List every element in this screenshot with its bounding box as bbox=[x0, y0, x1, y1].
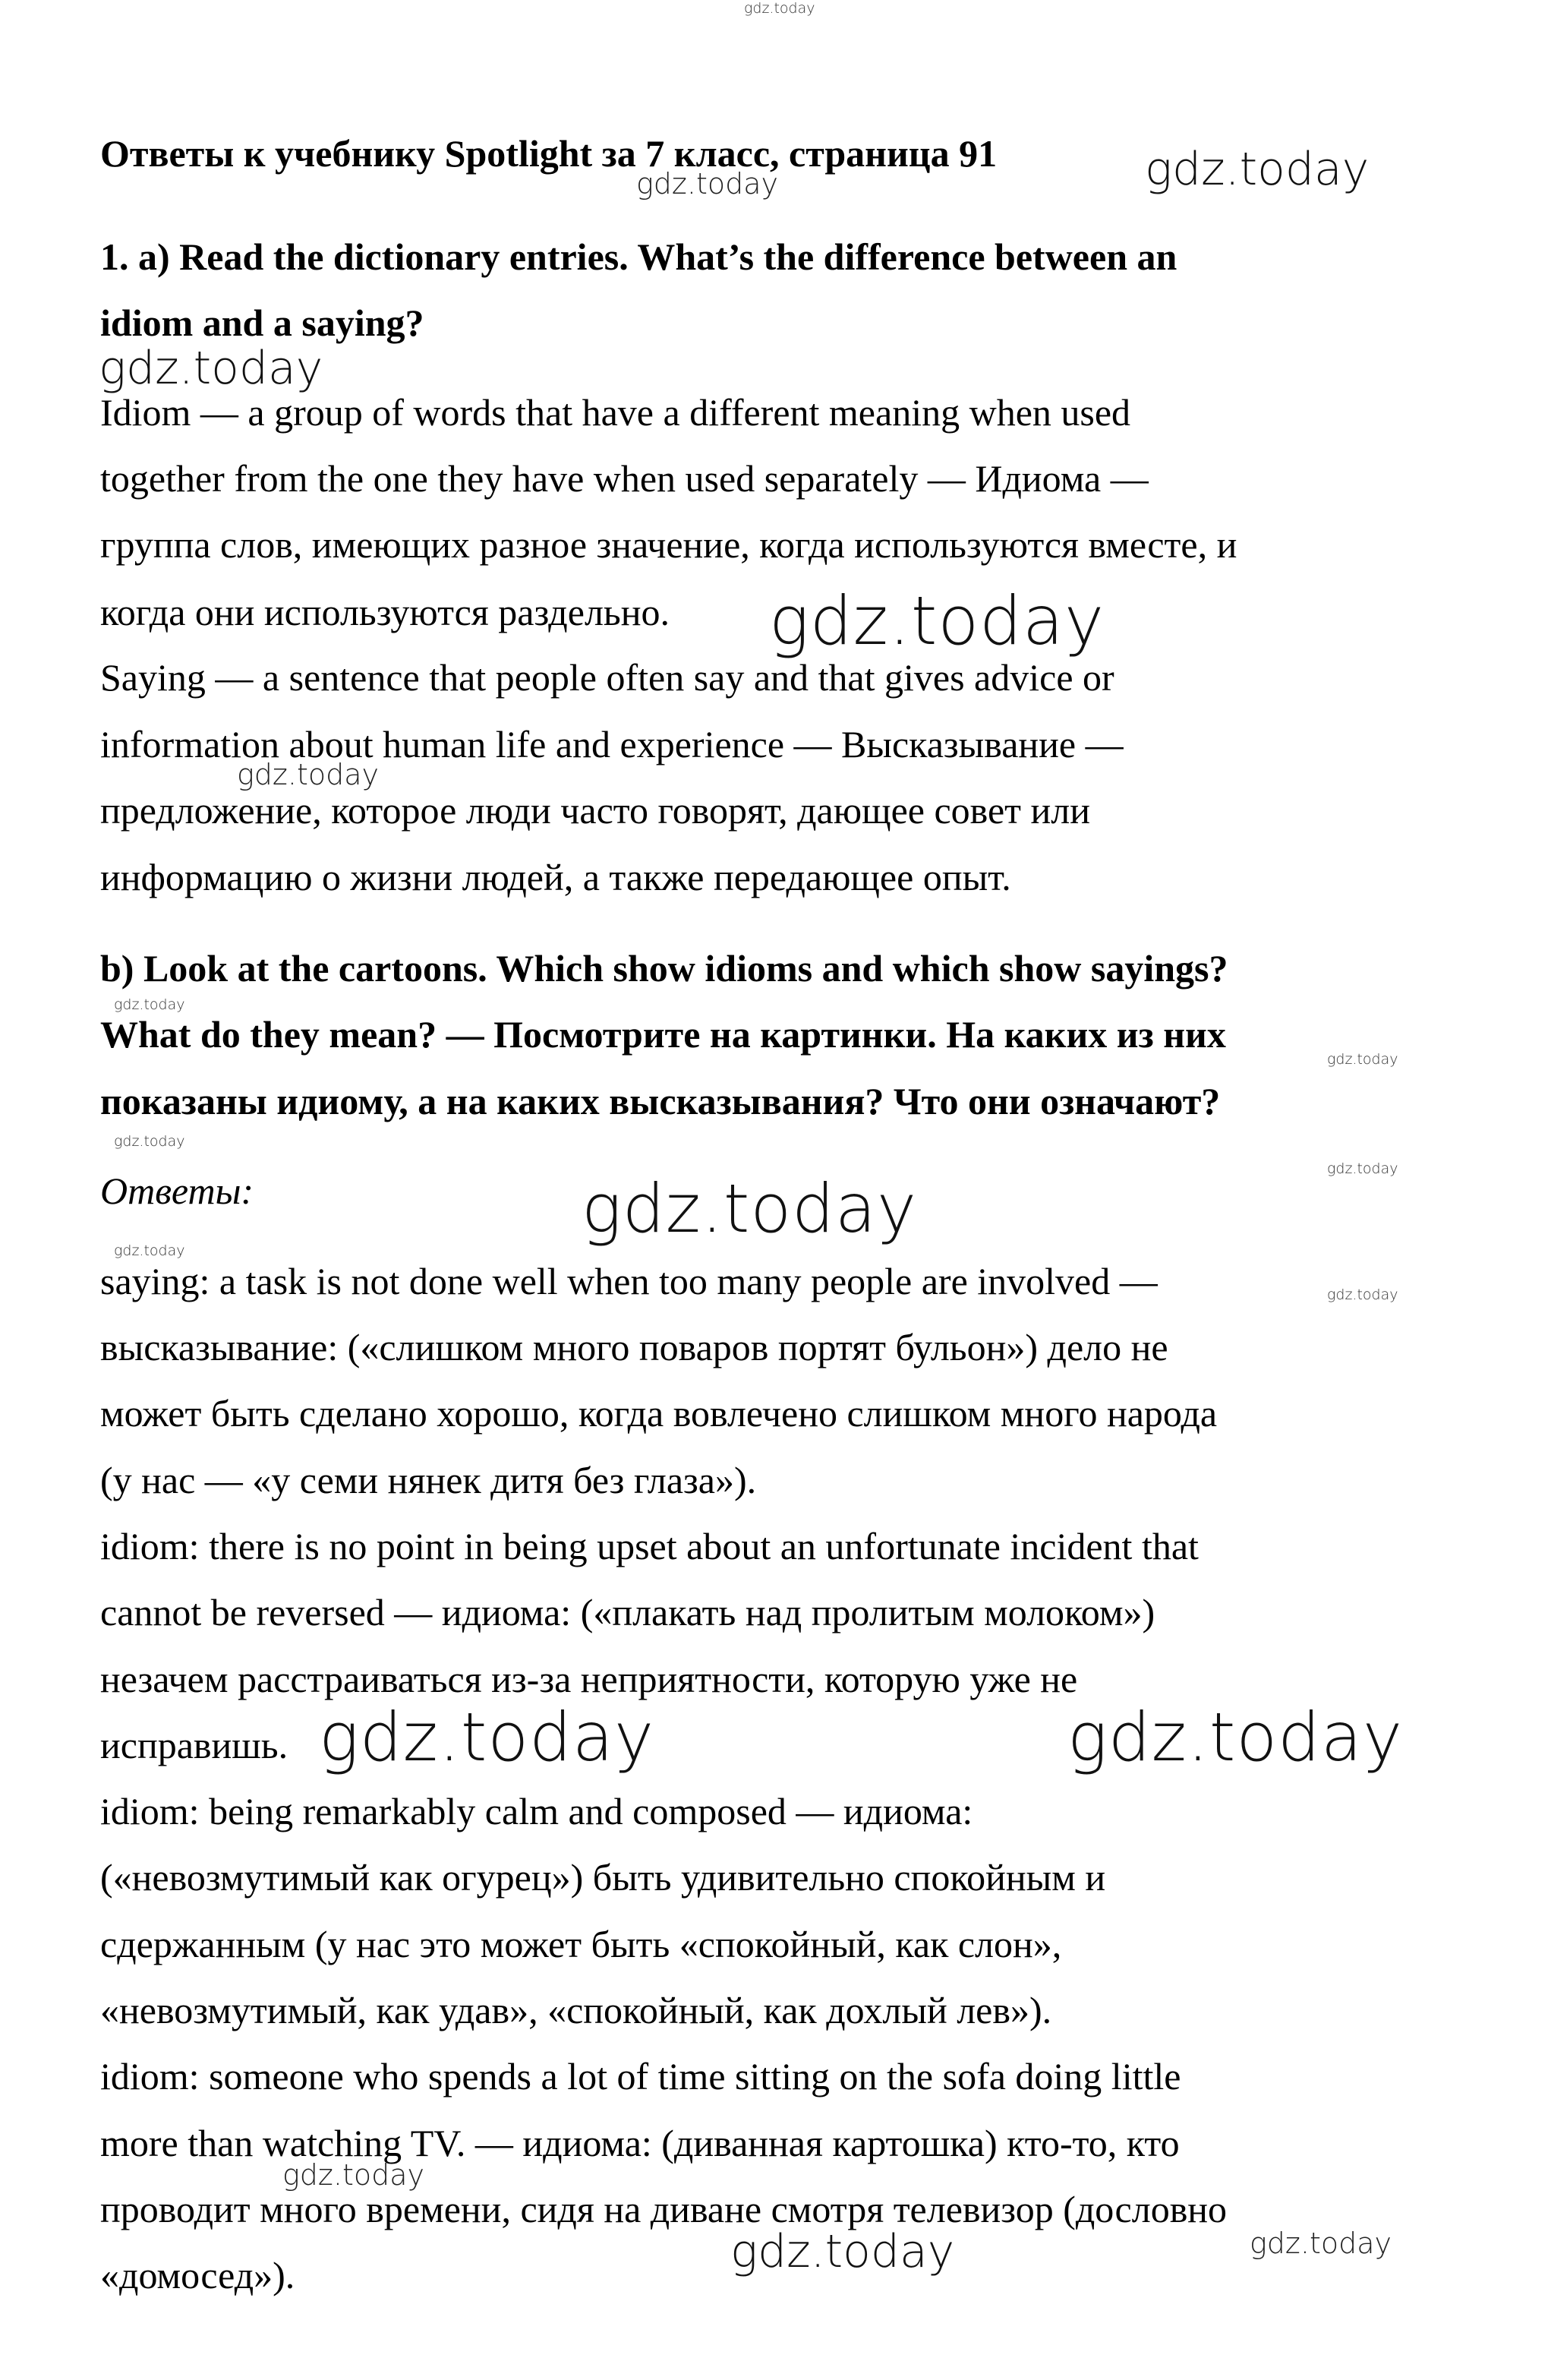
answers-label: Ответы: bbox=[100, 1169, 254, 1212]
watermark: gdz.today bbox=[1327, 1286, 1398, 1303]
saying-definition-line-1: Saying — a sentence that people often say and that gives advice or bbox=[100, 656, 1114, 699]
watermark: gdz.today bbox=[744, 0, 815, 17]
answer-line: исправишь. bbox=[100, 1724, 288, 1766]
watermark: gdz.today bbox=[237, 758, 379, 791]
idiom-definition-line-4: когда они используются раздельно. bbox=[100, 591, 670, 633]
answer-line: more than watching TV. — идиома: (диванная картошка) кто-то, кто bbox=[100, 2122, 1180, 2164]
watermark: gdz.today bbox=[1250, 2227, 1392, 2260]
answer-line: «домосед»). bbox=[100, 2254, 295, 2296]
watermark: gdz.today bbox=[319, 1698, 655, 1776]
answer-line: незачем расстраиваться из-за неприятности, которую уже не bbox=[100, 1658, 1078, 1700]
answer-line: idiom: being remarkably calm and composed — идиома: bbox=[100, 1790, 973, 1832]
watermark: gdz.today bbox=[1327, 1051, 1398, 1068]
task-1a-heading-line-2: idiom and a saying? bbox=[100, 301, 424, 344]
watermark: gdz.today bbox=[282, 2158, 424, 2192]
watermark: gdz.today bbox=[114, 996, 185, 1013]
watermark: gdz.today bbox=[582, 1169, 918, 1248]
watermark: gdz.today bbox=[114, 1242, 185, 1259]
saying-definition-line-2: information about human life and experience — Высказывание — bbox=[100, 723, 1124, 765]
page-title: Ответы к учебнику Spotlight за 7 класс, страница 91 bbox=[100, 132, 998, 175]
watermark: gdz.today bbox=[730, 2225, 955, 2278]
idiom-definition-line-2: together from the one they have when used separately — Идиома — bbox=[100, 457, 1149, 500]
answer-line: «невозмутимый, как удав», «спокойный, как дохлый лев»). bbox=[100, 1989, 1052, 2031]
watermark: gdz.today bbox=[99, 342, 323, 395]
answer-line: может быть сделано хорошо, когда вовлечено слишком много народа bbox=[100, 1392, 1218, 1435]
answer-line: idiom: someone who spends a lot of time sitting on the sofa doing little bbox=[100, 2055, 1181, 2097]
answer-line: (у нас — «у семи нянек дитя без глаза»). bbox=[100, 1459, 757, 1501]
task-1b-heading-line-1: b) Look at the cartoons. Which show idioms and which show sayings? bbox=[100, 947, 1228, 990]
watermark: gdz.today bbox=[769, 582, 1105, 660]
watermark: gdz.today bbox=[1145, 143, 1370, 196]
answer-line: высказывание: («слишком много поваров портят бульон») дело не bbox=[100, 1326, 1168, 1368]
saying-definition-line-3: предложение, которое люди часто говорят, дающее совет или bbox=[100, 789, 1091, 832]
watermark: gdz.today bbox=[1067, 1698, 1404, 1776]
idiom-definition-line-3: группа слов, имеющих разное значение, когда используются вместе, и bbox=[100, 523, 1237, 566]
answer-line: («невозмутимый как огурец») быть удивительно спокойным и bbox=[100, 1856, 1106, 1899]
answer-line: сдержанным (у нас это может быть «спокойный, как слон», bbox=[100, 1923, 1062, 1965]
saying-definition-line-4: информацию о жизни людей, а также передающее опыт. bbox=[100, 856, 1011, 898]
watermark: gdz.today bbox=[636, 167, 778, 200]
watermark: gdz.today bbox=[114, 1133, 185, 1150]
answer-line: проводит много времени, сидя на диване смотря телевизор (дословно bbox=[100, 2188, 1228, 2230]
answer-line: idiom: there is no point in being upset about an unfortunate incident that bbox=[100, 1525, 1199, 1567]
task-1a-heading-line-1: 1. a) Read the dictionary entries. What’s the difference between an bbox=[100, 235, 1177, 278]
task-1b-heading-line-3: показаны идиому, а на каких высказывания? Что они означают? bbox=[100, 1080, 1221, 1122]
watermark: gdz.today bbox=[1327, 1160, 1398, 1177]
task-1b-heading-line-2: What do they mean? — Посмотрите на картинки. На каких из них bbox=[100, 1013, 1226, 1056]
answer-line: saying: a task is not done well when too many people are involved — bbox=[100, 1260, 1158, 1302]
idiom-definition-line-1: Idiom — a group of words that have a different meaning when used bbox=[100, 391, 1131, 434]
answer-line: cannot be reversed — идиома: («плакать над пролитым молоком») bbox=[100, 1591, 1155, 1633]
